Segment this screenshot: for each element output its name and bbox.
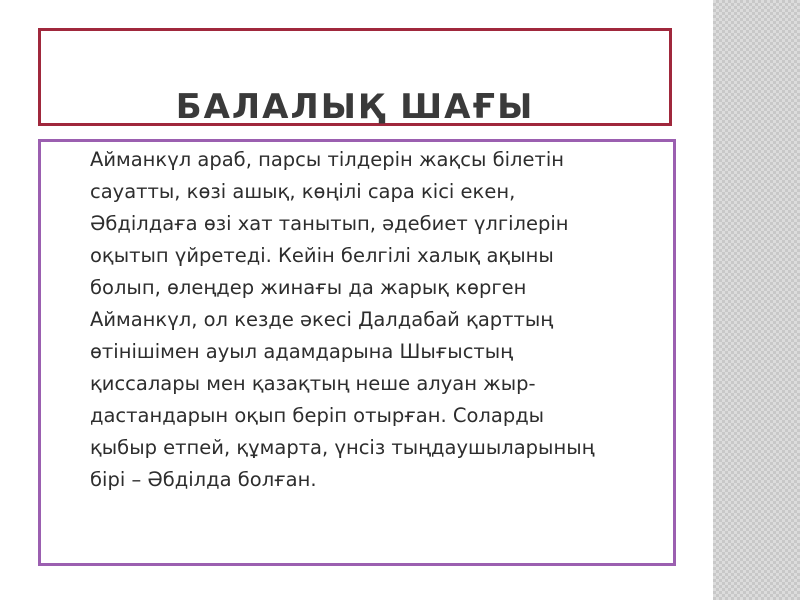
body-line: бірі – Әбділда болған. <box>90 468 317 491</box>
body-line: сауатты, көзі ашық, көңілі сара кісі екен, <box>90 180 516 203</box>
body-line: оқытып үйретеді. Кейін белгілі халық ақыны <box>90 244 554 267</box>
body-line: Әбділдаға өзі хат танытып, әдебиет үлгілерін <box>90 212 569 235</box>
body-line: дастандарын оқып беріп отырған. Соларды <box>90 404 545 427</box>
decorative-side-stripe <box>713 0 800 600</box>
body-line: қыбыр етпей, құмарта, үнсіз тыңдаушыларының <box>90 436 595 459</box>
body-line: қиссалары мен қазақтың неше алуан жыр- <box>90 372 536 395</box>
title-frame <box>38 28 672 126</box>
slide-title: БАЛАЛЫҚ ШАҒЫ <box>175 87 535 127</box>
body-line: өтінішімен ауыл адамдарына Шығыстың <box>90 340 514 363</box>
body-line: Айманкүл, ол кезде әкесі Далдабай қарттың <box>90 308 554 331</box>
body-line: болып, өлеңдер жинағы да жарық көрген <box>90 276 527 299</box>
body-paragraph <box>90 144 670 496</box>
body-line: Айманкүл араб, парсы тілдерін жақсы білетін <box>90 148 564 171</box>
